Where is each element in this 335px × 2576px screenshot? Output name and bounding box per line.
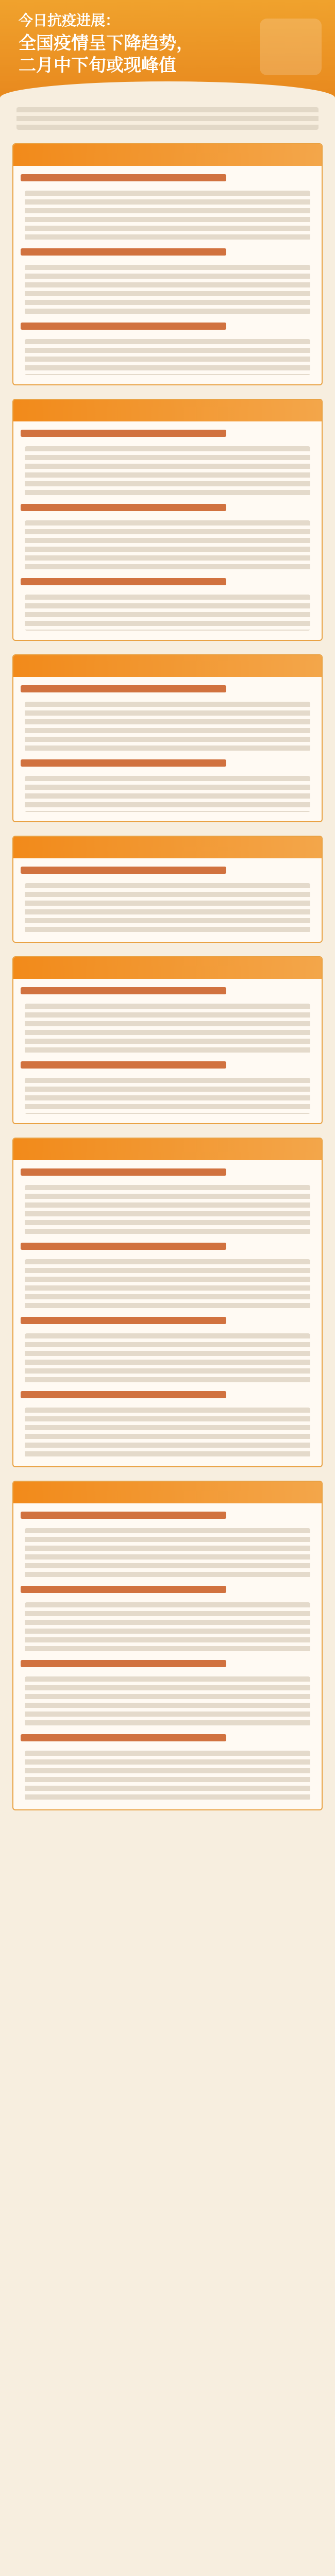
section-2-paragraph (25, 595, 310, 631)
section-2-paragraph (25, 446, 310, 496)
section-3-paragraph (25, 776, 310, 812)
header-banner (0, 0, 335, 98)
section-3 (12, 654, 323, 822)
section-1-paragraph (25, 265, 310, 314)
headline-line-3: 二月中下旬或现峰值 (19, 55, 176, 76)
section-6-paragraph (25, 1408, 310, 1457)
section-1-paragraph (25, 339, 310, 375)
section-5-subheading (21, 987, 226, 994)
intro-text-placeholder (16, 107, 319, 130)
section-2 (12, 399, 323, 641)
section-3-subheading (21, 685, 226, 692)
section-7 (12, 1481, 323, 1810)
section-6-subheading (21, 1317, 226, 1324)
section-2-heading-bar (13, 400, 322, 421)
section-4-heading-bar (13, 837, 322, 858)
section-5-heading-bar (13, 957, 322, 979)
section-7-subheading (21, 1586, 226, 1593)
headline-line-1: 今日抗疫进展： (19, 12, 120, 29)
section-7-subheading (21, 1512, 226, 1519)
section-7-subheading (21, 1660, 226, 1667)
section-1 (12, 143, 323, 385)
section-7-heading-bar (13, 1482, 322, 1503)
section-2-subheading (21, 430, 226, 437)
section-5-subheading (21, 1061, 226, 1069)
section-7-paragraph (25, 1528, 310, 1578)
section-1-subheading (21, 248, 226, 256)
section-5 (12, 956, 323, 1124)
section-6-subheading (21, 1168, 226, 1176)
section-4-paragraph (25, 883, 310, 933)
section-5-paragraph (25, 1078, 310, 1114)
section-2-subheading (21, 504, 226, 511)
section-6-subheading (21, 1391, 226, 1398)
section-6-paragraph (25, 1333, 310, 1383)
section-3-subheading (21, 759, 226, 767)
section-7-paragraph (25, 1751, 310, 1800)
section-4-subheading (21, 867, 226, 874)
section-1-subheading (21, 174, 226, 181)
section-1-subheading (21, 323, 226, 330)
section-2-subheading (21, 578, 226, 585)
section-4 (12, 836, 323, 943)
section-3-paragraph (25, 702, 310, 751)
section-1-paragraph (25, 191, 310, 240)
section-6-subheading (21, 1243, 226, 1250)
section-1-heading-bar (13, 144, 322, 166)
section-7-paragraph (25, 1676, 310, 1726)
section-5-paragraph (25, 1004, 310, 1053)
headline-line-2: 全国疫情呈下降趋势， (19, 33, 194, 54)
section-7-paragraph (25, 1602, 310, 1652)
section-6-heading-bar (13, 1139, 322, 1160)
section-2-paragraph (25, 520, 310, 570)
section-6-paragraph (25, 1259, 310, 1309)
section-3-heading-bar (13, 655, 322, 677)
section-6-paragraph (25, 1185, 310, 1234)
header-illustration (260, 19, 322, 75)
section-6 (12, 1138, 323, 1467)
section-7-subheading (21, 1734, 226, 1741)
